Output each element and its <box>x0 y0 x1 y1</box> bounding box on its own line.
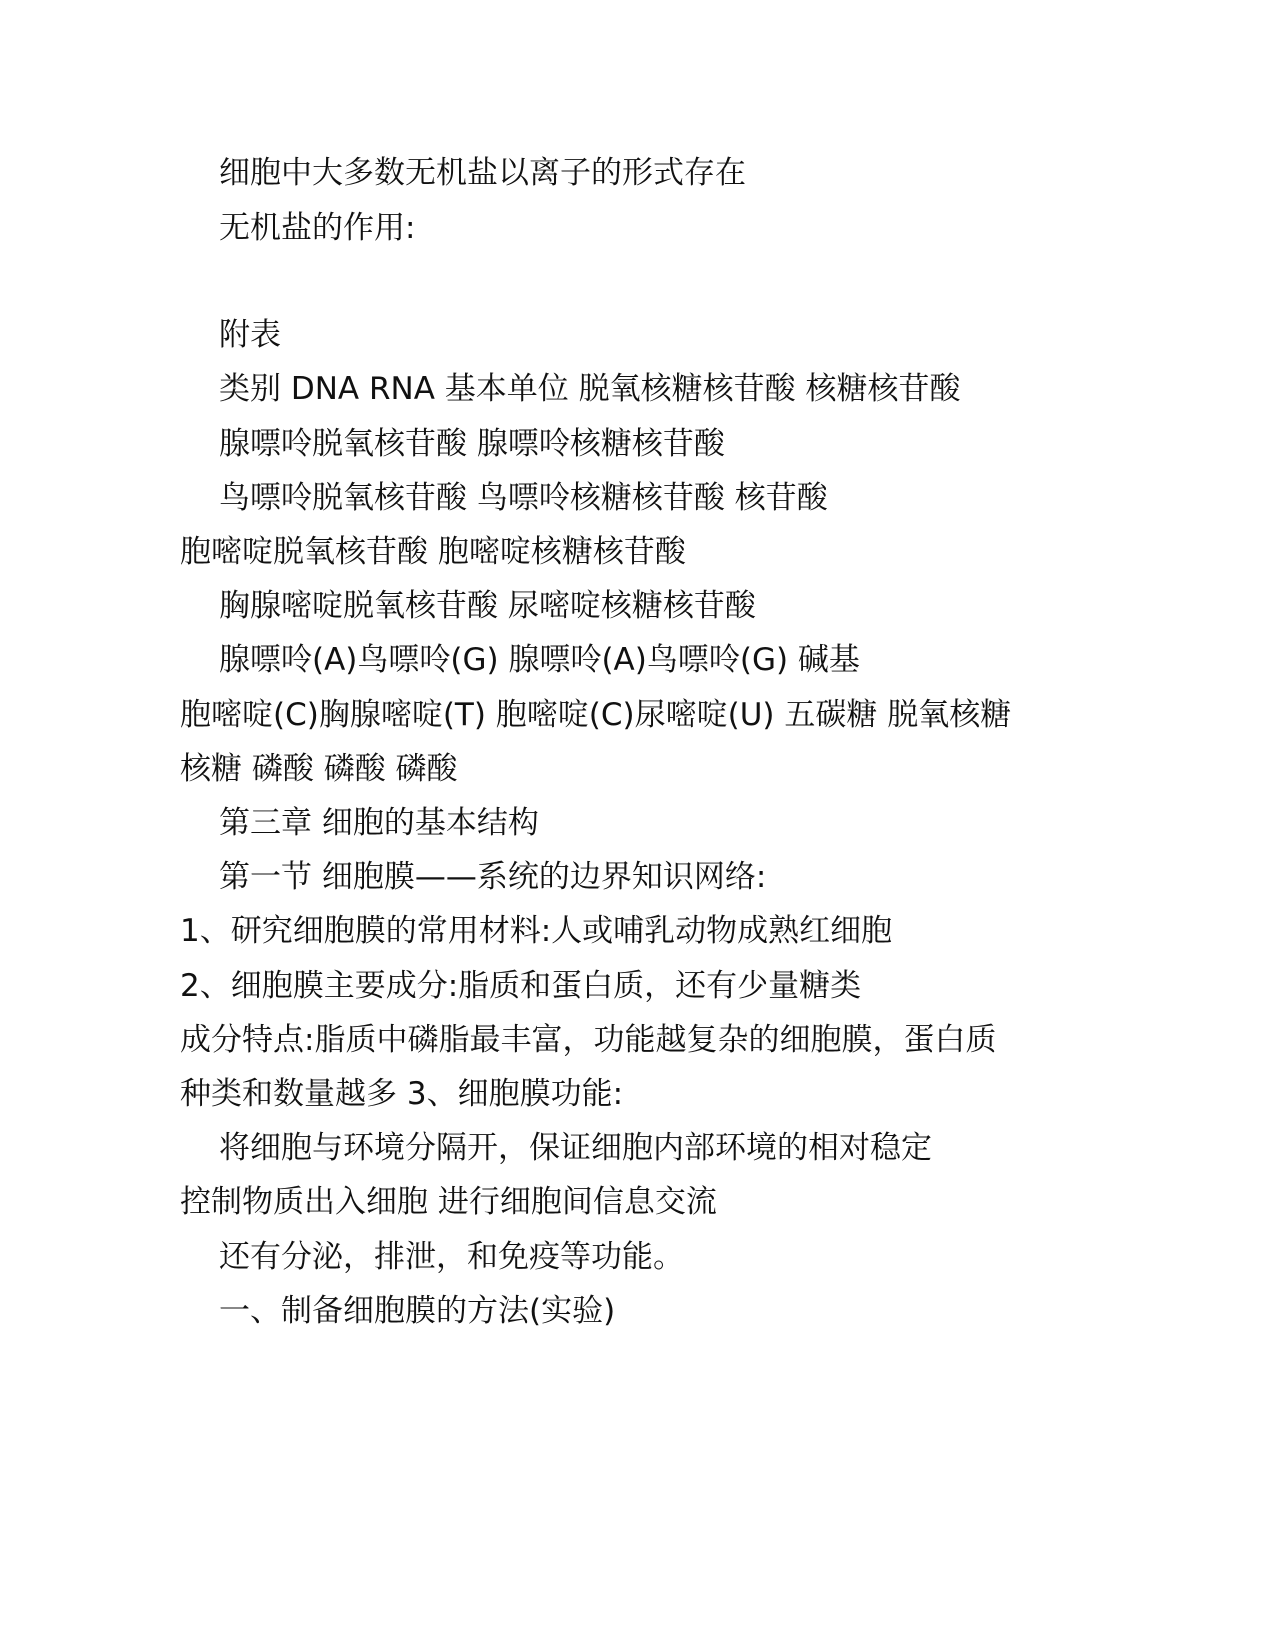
chapter-heading: 第三章 细胞的基本结构 <box>219 805 539 841</box>
text-line: 无机盐的作用: <box>219 210 416 246</box>
text-line: 胞嘧啶(C)胸腺嘧啶(T) 胞嘧啶(C)尿嘧啶(U) 五碳糖 脱氧核糖 <box>180 697 1012 733</box>
text-line: 腺嘌呤(A)鸟嘌呤(G) 腺嘌呤(A)鸟嘌呤(G) 碱基 <box>219 642 860 678</box>
section-heading: 第一节 细胞膜——系统的边界知识网络: <box>219 859 767 895</box>
text-line: 1、研究细胞膜的常用材料:人或哺乳动物成熟红细胞 <box>180 913 893 949</box>
text-line: 还有分泌，排泄，和免疫等功能。 <box>219 1239 684 1275</box>
text-line: 鸟嘌呤脱氧核苷酸 鸟嘌呤核糖核苷酸 核苷酸 <box>219 480 828 516</box>
text-line: 类别 DNA RNA 基本单位 脱氧核糖核苷酸 核糖核苷酸 <box>219 371 961 407</box>
text-line: 种类和数量越多 3、细胞膜功能: <box>180 1076 624 1112</box>
text-line: 腺嘌呤脱氧核苷酸 腺嘌呤核糖核苷酸 <box>219 426 725 462</box>
text-line: 控制物质出入细胞 进行细胞间信息交流 <box>180 1184 717 1220</box>
text-line: 2、细胞膜主要成分:脂质和蛋白质，还有少量糖类 <box>180 968 862 1004</box>
text-line: 成分特点:脂质中磷脂最丰富，功能越复杂的细胞膜，蛋白质 <box>180 1022 997 1058</box>
text-line: 附表 <box>219 317 281 353</box>
text-line: 胸腺嘧啶脱氧核苷酸 尿嘧啶核糖核苷酸 <box>219 588 756 624</box>
subheading: 一、制备细胞膜的方法(实验) <box>219 1293 616 1329</box>
text-line: 将细胞与环境分隔开，保证细胞内部环境的相对稳定 <box>219 1130 932 1166</box>
text-line: 细胞中大多数无机盐以离子的形式存在 <box>219 155 746 191</box>
text-line: 胞嘧啶脱氧核苷酸 胞嘧啶核糖核苷酸 <box>180 534 686 570</box>
text-line: 核糖 磷酸 磷酸 磷酸 <box>180 751 458 787</box>
